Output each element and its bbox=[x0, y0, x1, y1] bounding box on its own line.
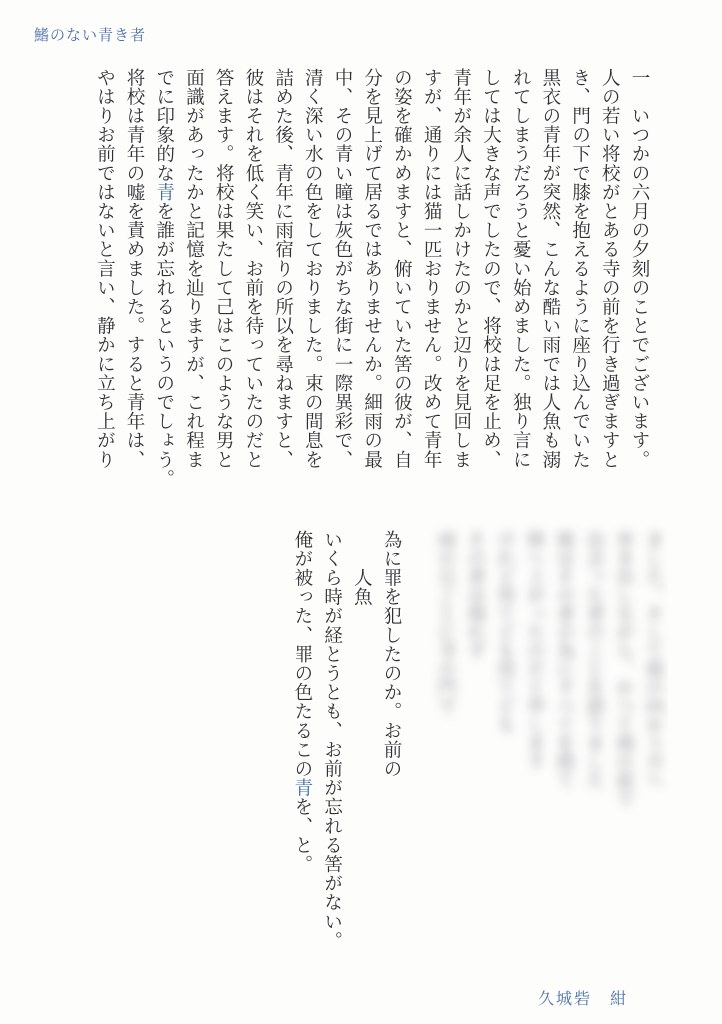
story-top-block bbox=[54, 68, 654, 518]
top-line: 人の若い将校がとある寺の前を行き過ぎますと bbox=[599, 68, 621, 470]
top-line: 黒衣の青年が突然、こんな酷い雨では人魚も溺 bbox=[539, 68, 561, 470]
top-line: やはりお前ではないと言い、静かに立ち上がり bbox=[94, 68, 116, 470]
top-line: 彼はそれを低く笑い、お前を待っていたのだと bbox=[242, 68, 264, 470]
blurred-line: 彼はその者の為にすべてを捨て bbox=[553, 530, 575, 789]
top-line: 一 いつかの六月の夕刻のことでございます。 bbox=[629, 68, 650, 470]
top-line: 詰めた後、青年に雨宿りの所以を尋ねますと、 bbox=[272, 68, 294, 470]
bottom-line: いくら時が経とうとも、お前が忘れる筈がない。 bbox=[321, 530, 343, 951]
top-line: き、門の下で膝を抱えるように座り込んでいた bbox=[569, 68, 591, 470]
top-line: すが、通りには猫一匹おりません。改めて青年 bbox=[421, 68, 443, 470]
author-name: 久城砦 紺 bbox=[538, 989, 629, 1008]
blurred-line: けれど待てども待てども bbox=[494, 530, 516, 734]
top-line: 清く深い水の色をしておりました。束の間息を bbox=[302, 68, 324, 470]
top-line: 面識があったかと記憶を辿りますが、これ程ま bbox=[183, 68, 205, 470]
top-line: 答えます。将校は果たして己はこのような男と bbox=[213, 68, 235, 470]
bottom-line: 人魚 bbox=[351, 530, 373, 607]
blurred-line: その者は現れず bbox=[464, 530, 486, 660]
story-bottom-block bbox=[126, 530, 406, 980]
top-line: れてしまうだろうと憂い始めました。独り言に bbox=[510, 68, 532, 470]
top-line: 中、その青い瞳は灰色がちな街に一際異彩で、 bbox=[331, 68, 353, 470]
blurred-line: 陸へ上がったのだと申します bbox=[524, 530, 546, 771]
highlight-blue-word: 青 bbox=[291, 778, 313, 798]
bottom-line: 俺が被った、罪の色たるこの青を、と。 bbox=[291, 530, 313, 874]
blurred-text-region bbox=[402, 520, 668, 980]
blurred-line: ました。そして彼の向かう方へ bbox=[643, 530, 664, 789]
blurred-line: 歩き出しながら、かつて海の底で bbox=[613, 530, 635, 808]
page-title: 鰭のない青き者 bbox=[34, 26, 147, 44]
blurred-line: 雨の日ごとに寺の門で bbox=[435, 530, 457, 715]
top-line: 青年が余人に話しかけたのかと辺りを見回しま bbox=[450, 68, 472, 470]
highlight-blue-word: 青 bbox=[153, 182, 175, 202]
top-line: 分を見上げて居るではありませんか。細雨の最 bbox=[361, 68, 383, 470]
top-line: でに印象的な青を誰が忘れるというのでしょう。 bbox=[153, 68, 175, 489]
top-line: 将校は青年の嘘を責めました。すると青年は、 bbox=[124, 68, 146, 470]
top-line: しては大きな声でしたので、将校は足を止め、 bbox=[480, 68, 502, 470]
blurred-text bbox=[430, 530, 668, 808]
blurred-line: 出会った者のことを語りました bbox=[583, 530, 605, 789]
top-line: の姿を確かめますと、俯いていた筈の彼が、自 bbox=[391, 68, 413, 470]
bottom-line: 為に罪を犯したのか。お前の bbox=[381, 530, 402, 779]
